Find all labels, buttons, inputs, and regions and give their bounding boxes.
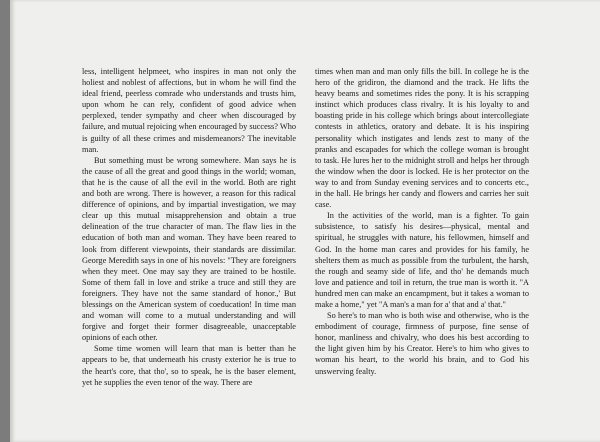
paragraph: Some time women will learn that man is better than he appears to be, that underneath his crusty exterior he is true to the heart's core, that tho', so to speak, he is the baser element, yet he supplies the even tenor of the way. There are bbox=[82, 344, 296, 387]
paragraph: times when man and man only fills the bill. In college he is the hero of the gridiron, the diamond and the track. He lifts the heavy beams and sometimes rides the pony. It is his scrapping instinct which produces class rivalry. It is his loyalty to and boasting pride in his college which brings about intercollegiate contests in athletics, oratory and debate. It is his inspiring personality which instigates and lends zest to many of the pranks and escapades for which the college woman is brought to task. He lures her to the midnight stroll and helps her through the window when the door is locked. He is her protector on the way to and from Sunday evening services and to concerts etc., in the hall. He brings her candy and flowers and carries her suit case. bbox=[315, 67, 529, 210]
paragraph: But something must be wrong somewhere. Man says he is the cause of all the great and good things in the world; woman, that he is the cause of all the evil in the world. Both are right and both are wrong. There is however, a reason for this radical difference of opinions, and by impartial investigation, we may clear up this mutual misapprehension and obtain a true delineation of the true character of man. The flaw lies in the education of both man and woman. They have been reared to look from different viewpoints, their standards are dissimilar. George Meredith says in one of his novels: "They are foreigners when they meet. One may say they are trained to be hostile. Some of them fall in love and strike a truce and still they are foreigners. They have not the same standard of honor.,' But blessings on the American system of coeducation! In time man and woman will come to a mutual understanding and will forgive and forget their former disagreeable, unacceptable opinions of each other. bbox=[82, 155, 296, 343]
right-text-column bbox=[315, 66, 529, 377]
paragraph: In the activities of the world, man is a fighter. To gain subsistence, to satisfy his desires—physical, mental and spiritual, he struggles with nature, his fellowmen, himself and God. In the home man cares and provides for his family, he shelters them as much as possible from the turbulent, the harsh, the rough and seamy side of life, and tho' he demands much love and patience and toil in return, the true man is worth it. "A hundred men can make an encampment, but it takes a woman to make a home," yet "A man's a man for a' that and a' that." bbox=[315, 211, 529, 309]
book-page bbox=[10, 0, 600, 442]
left-text-column bbox=[82, 66, 296, 388]
paragraph: So here's to man who is both wise and otherwise, who is the embodiment of courage, firmness of purpose, fine sense of honor, manliness and chivalry, who does his best according to the light given him by his Creator. Here's to him who gives to woman his heart, to the world his brain, and to God his unswerving fealty. bbox=[315, 311, 529, 376]
paragraph: less, intelligent helpmeet, who inspires in man not only the holiest and noblest of affections, but in whom he will find the ideal friend, peerless comrade who understands and trusts him, upon whom he can rely, confident of good advice when perplexed, tender sympathy and cheer when discouraged by failure, and mutual rejoicing when encouraged by success? Who is guilty of all these crimes and misdemeanors? The inevitable man. bbox=[82, 67, 296, 154]
